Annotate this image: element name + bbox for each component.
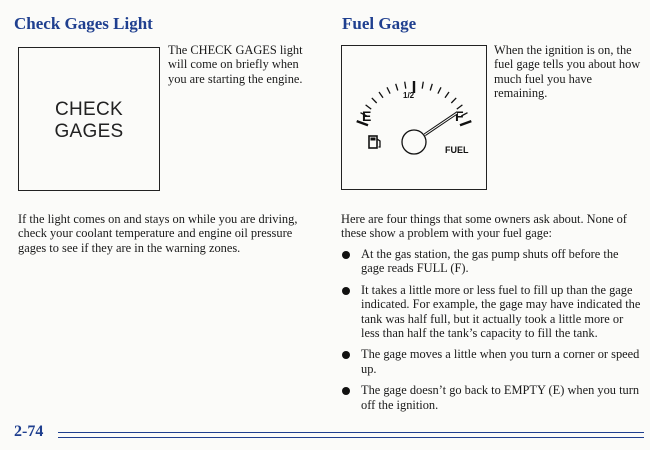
check-gages-indicator-line1: CHECK [54, 99, 123, 120]
footer-rule-top [58, 432, 644, 433]
gauge-tick [379, 92, 383, 98]
bullet-dot [342, 351, 350, 359]
list-item [341, 347, 643, 376]
bullet-dot [342, 251, 350, 259]
list-item [341, 283, 643, 341]
gauge-half-label: 1/2 [403, 91, 415, 100]
gauge-tick [451, 98, 456, 103]
check-gages-indicator-line2: GAGES [54, 121, 124, 142]
check-gages-indicator [18, 47, 160, 191]
bullet-dot [342, 387, 350, 395]
list-item [341, 383, 643, 412]
fuel-pump-icon [369, 136, 380, 148]
bullet-text: The gage moves a little when you turn a corner or speed up. [361, 347, 640, 376]
footer-rule-bottom [58, 437, 644, 438]
gauge-fuel-label: FUEL [445, 145, 469, 155]
bullet-dot [342, 287, 350, 295]
check-gages-heading: Check Gages Light [14, 14, 153, 33]
gauge-tick [430, 84, 432, 91]
bullet-text: It takes a little more or less fuel to fill up than the gage indicated. For example, the gage may have indicated the tank was half full, but it actually took a little more or less than half the tank’s capacity to fill the tank. [361, 282, 641, 341]
gauge-tick [445, 92, 449, 98]
fuel-gage-side-text: When the ignition is on, the fuel gage tells you about how much fuel you have remaining. [494, 43, 641, 101]
gauge-full-label: F [455, 108, 464, 124]
list-item [341, 247, 643, 276]
gauge-tick [396, 84, 398, 91]
bullet-text: At the gas station, the gas pump shuts off before the gage reads FULL (F). [361, 247, 619, 276]
gauge-tick [438, 87, 441, 93]
gauge-empty-label: E [362, 108, 372, 124]
fuel-gage-intro-text: Here are four things that some owners ask about. None of these show a problem with your fuel gage: [341, 212, 627, 241]
bullet-text: The gage doesn’t go back to EMPTY (E) when you turn off the ignition. [361, 383, 640, 412]
fuel-gage-heading: Fuel Gage [342, 14, 417, 33]
check-gages-body-text: If the light comes on and stays on while you are driving, check your coolant temperature and engine oil pressure gages to see if they are in the warning zones. [18, 212, 298, 255]
fuel-gage-illustration [341, 45, 487, 190]
page-number: 2-74 [14, 423, 44, 440]
fuel-gauge-graphic [342, 46, 485, 188]
gauge-needle-hub [402, 130, 426, 154]
gauge-tick [405, 82, 406, 89]
gauge-needle-inner [425, 113, 457, 135]
gauge-tick [372, 98, 377, 103]
check-gages-side-text: The CHECK GAGES light will come on briefly when you are starting the engine. [168, 43, 303, 86]
fuel-gage-bullet-list [341, 247, 643, 419]
gauge-tick [387, 87, 390, 93]
gauge-tick [422, 82, 423, 89]
